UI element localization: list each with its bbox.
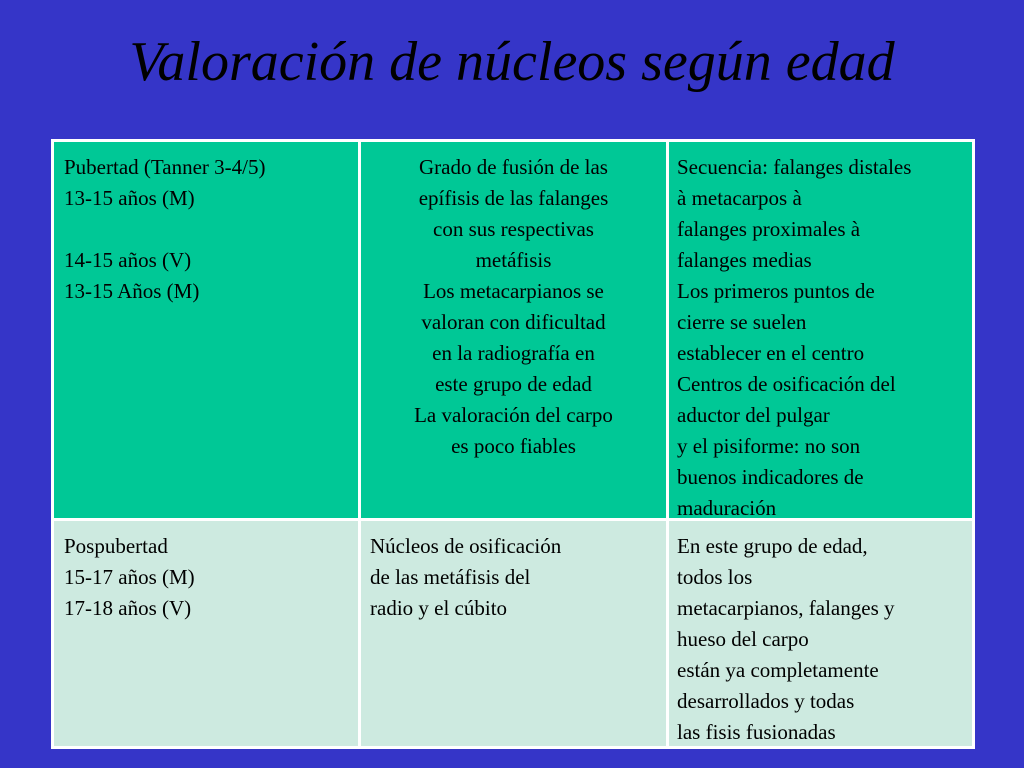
cell-line: de las metáfisis del xyxy=(370,565,531,589)
cell-line: hueso del carpo xyxy=(677,627,809,651)
table-cell-stage-postpuberty xyxy=(54,521,358,746)
cell-line: falanges proximales à xyxy=(677,217,861,241)
cell-line: todos los xyxy=(677,565,753,589)
cell-line: 15-17 años (M) xyxy=(64,565,195,589)
cell-line: Pubertad (Tanner 3-4/5) xyxy=(64,155,266,179)
cell-line: 13-15 Años (M) xyxy=(64,279,200,303)
cell-line: establecer en el centro xyxy=(677,341,865,365)
cell-line: Secuencia: falanges distales xyxy=(677,155,912,179)
cell-line: en la radiografía en xyxy=(432,341,595,365)
table-cell-notes-postpuberty xyxy=(669,521,972,746)
cell-line: à metacarpos à xyxy=(677,186,802,210)
cell-line: es poco fiables xyxy=(451,434,576,458)
cell-line: La valoración del carpo xyxy=(414,403,613,427)
cell-line: Grado de fusión de las xyxy=(419,155,608,179)
cell-line: las fisis fusionadas xyxy=(677,720,836,744)
table-cell-description-postpuberty xyxy=(361,521,666,746)
cell-line: desarrollados y todas xyxy=(677,689,855,713)
cell-line: este grupo de edad xyxy=(435,372,592,396)
cell-spacer xyxy=(64,214,358,245)
cell-line: con sus respectivas xyxy=(433,217,594,241)
cell-line: falanges medias xyxy=(677,248,812,272)
table-cell-notes-puberty xyxy=(669,142,972,518)
cell-line: Pospubertad xyxy=(64,534,168,558)
cell-line: y el pisiforme: no son xyxy=(677,434,861,458)
cell-line: metacarpianos, falanges y xyxy=(677,596,895,620)
cell-line: 13-15 años (M) xyxy=(64,186,195,210)
cell-line: metáfisis xyxy=(475,248,552,272)
cell-line: Los metacarpianos se xyxy=(423,279,604,303)
cell-line: Núcleos de osificación xyxy=(370,534,562,558)
table-cell-description-puberty xyxy=(361,142,666,518)
cell-line: Centros de osificación del xyxy=(677,372,896,396)
slide-title: Valoración de núcleos según edad xyxy=(129,31,895,93)
cell-line: 14-15 años (V) xyxy=(64,248,192,272)
cell-line: buenos indicadores de xyxy=(677,465,864,489)
table-cell-stage-puberty xyxy=(54,142,358,518)
cell-line: aductor del pulgar xyxy=(677,403,830,427)
cell-line: valoran con dificultad xyxy=(421,310,606,334)
cell-line: En este grupo de edad, xyxy=(677,534,868,558)
cell-line: Los primeros puntos de xyxy=(677,279,875,303)
cell-line: cierre se suelen xyxy=(677,310,807,334)
cell-line: están ya completamente xyxy=(677,658,879,682)
cell-line: radio y el cúbito xyxy=(370,596,508,620)
cell-line: epífisis de las falanges xyxy=(418,186,609,210)
cell-line: maduración xyxy=(677,496,777,520)
age-nuclei-table xyxy=(51,139,975,749)
cell-line: 17-18 años (V) xyxy=(64,596,192,620)
